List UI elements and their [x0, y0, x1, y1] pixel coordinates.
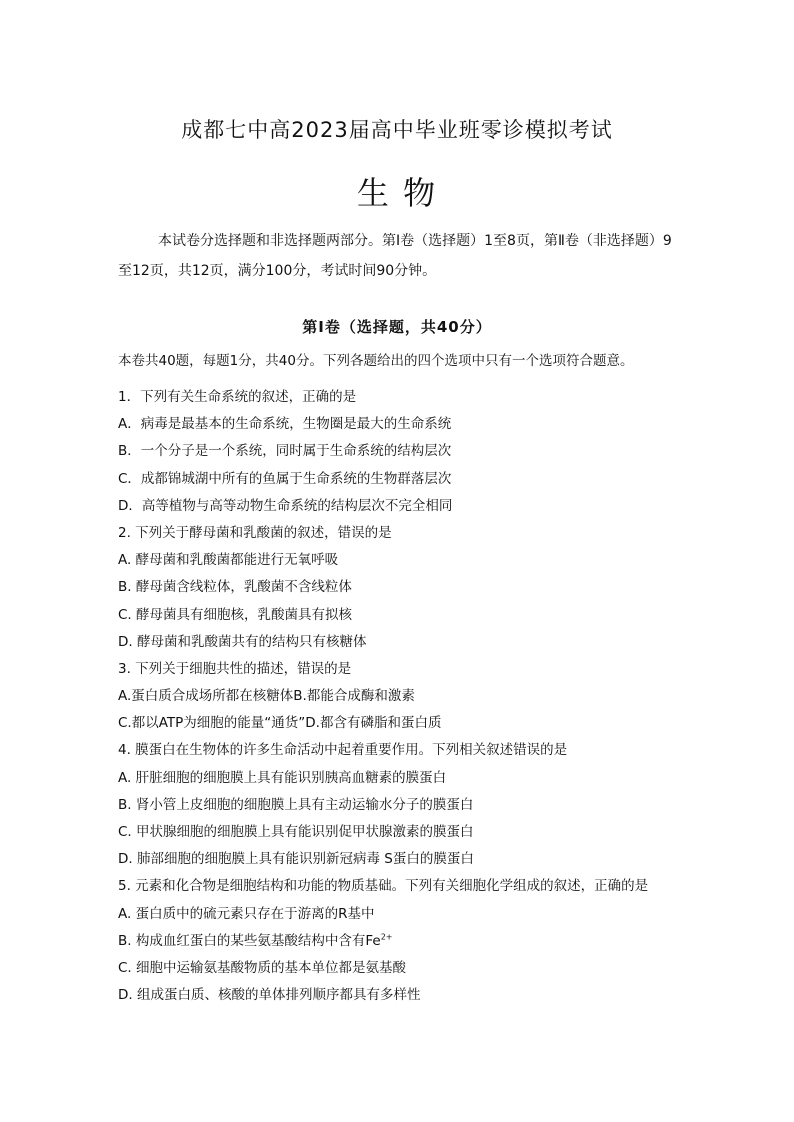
iron-charge-superscript: 2+ — [380, 932, 393, 942]
option-ab: A.蛋白质合成场所都在核糖体B.都能合成酶和激素 — [118, 688, 415, 705]
option-c: C. 细胞中运输氨基酸物质的基本单位都是氨基酸 — [118, 959, 407, 976]
option-a: A. 酵母菌和乳酸菌都能进行无氧呼吸 — [118, 552, 339, 569]
option-b — [118, 928, 688, 955]
option-a: A．病毒是最基本的生命系统，生物圈是最大的生命系统 — [118, 416, 452, 433]
option-c: C. 酵母菌具有细胞核，乳酸菌具有拟核 — [118, 606, 353, 623]
question-stem: 1．下列有关生命系统的叙述，正确的是 — [118, 389, 357, 405]
option-d: D. 组成蛋白质、核酸的单体排列顺序都具有多样性 — [118, 987, 421, 1004]
option-d: D. 肺部细胞的细胞膜上具有能识别新冠病毒 S蛋白的膜蛋白 — [118, 851, 474, 868]
option-b: B. 肾小管上皮细胞的细胞膜上具有主动运输水分子的膜蛋白 — [118, 796, 474, 813]
option-c: C．成都锦城湖中所有的鱼属于生命系统的生物群落层次 — [118, 470, 452, 487]
subject-title: 生 物 — [356, 174, 438, 212]
question-stem: 3. 下列关于细胞共性的描述，错误的是 — [118, 660, 352, 677]
section-instruction: 本卷共40题，每题1分，共40分。下列各题给出的四个选项中只有一个选项符合题意。 — [118, 353, 634, 369]
option-b: B. 酵母菌含线粒体，乳酸菌不含线粒体 — [118, 579, 352, 596]
option-c: C. 甲状腺细胞的细胞膜上具有能识别促甲状腺激素的膜蛋白 — [118, 824, 474, 840]
option-cd: C.都以ATP为细胞的能量“通货”D.都含有磷脂和蛋白质 — [118, 715, 442, 732]
option-a: A. 肝脏细胞的细胞膜上具有能识别胰高血糖素的膜蛋白 — [118, 769, 447, 786]
question-1 — [118, 384, 688, 520]
question-4 — [118, 737, 688, 873]
question-5 — [118, 873, 688, 1009]
question-stem: 5. 元素和化合物是细胞结构和功能的物质基础。下列有关细胞化学组成的叙述，正确的是 — [118, 878, 649, 895]
question-2 — [118, 520, 688, 656]
question-stem: 4. 膜蛋白在生物体的许多生命活动中起着重要作用。下列相关叙述错误的是 — [118, 742, 568, 759]
exam-title: 成都七中高2023届高中毕业班零诊模拟考试 — [181, 118, 613, 142]
option-a: A. 蛋白质中的硫元素只存在于游离的R基中 — [118, 905, 375, 922]
section-heading: 第Ⅰ卷（选择题，共40分） — [302, 318, 492, 336]
question-stem: 2. 下列关于酵母菌和乳酸菌的叙述，错误的是 — [118, 524, 392, 541]
option-b: B．一个分子是一个系统，同时属于生命系统的结构层次 — [118, 443, 452, 460]
option-b-text: B. 构成血红蛋白的某些氨基酸结构中含有Fe — [118, 932, 381, 949]
option-d: D. 酵母菌和乳酸菌共有的结构只有核糖体 — [118, 633, 367, 650]
exam-intro: 本试卷分选择题和非选择题两部分。第Ⅰ卷（选择题）1至8页，第Ⅱ卷（非选择题）9至12页，共12页，满分100分，考试时间90分钟。 — [118, 233, 672, 279]
question-list — [118, 384, 688, 1009]
option-d: D．高等植物与高等动物生命系统的结构层次不完全相同 — [118, 497, 453, 514]
question-3 — [118, 656, 688, 738]
